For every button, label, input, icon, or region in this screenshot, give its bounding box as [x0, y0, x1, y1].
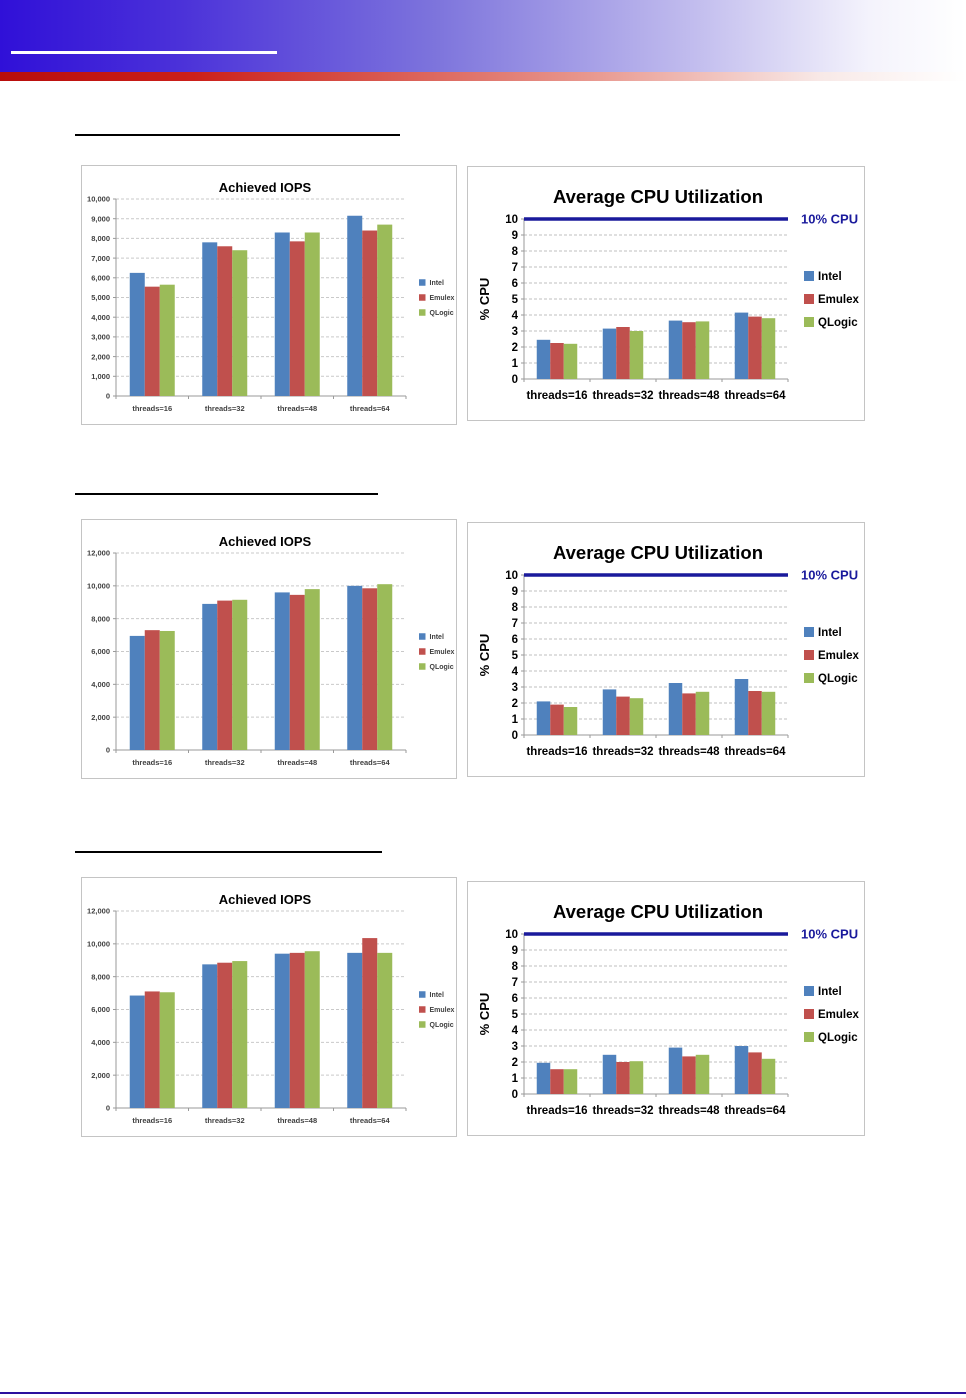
- svg-text:6: 6: [511, 278, 518, 291]
- svg-text:5: 5: [511, 294, 518, 307]
- svg-text:10% CPU: 10% CPU: [801, 926, 859, 942]
- svg-text:2: 2: [511, 342, 518, 355]
- svg-text:4: 4: [511, 666, 518, 679]
- svg-text:6,000: 6,000: [91, 647, 110, 657]
- svg-text:threads=16: threads=16: [132, 404, 173, 413]
- svg-text:threads=32: threads=32: [592, 1105, 654, 1117]
- svg-text:4,000: 4,000: [91, 680, 110, 690]
- svg-text:threads=48: threads=48: [658, 390, 720, 402]
- svg-text:Average CPU Utilization: Average CPU Utilization: [552, 901, 764, 922]
- svg-text:threads=64: threads=64: [349, 404, 390, 413]
- svg-text:Intel: Intel: [818, 271, 842, 284]
- svg-text:% CPU: % CPU: [477, 633, 492, 677]
- svg-text:10,000: 10,000: [87, 939, 110, 949]
- svg-text:Intel: Intel: [429, 992, 444, 1000]
- svg-text:5: 5: [511, 650, 518, 663]
- svg-text:QLogic: QLogic: [818, 317, 858, 330]
- svg-text:10,000: 10,000: [87, 194, 110, 204]
- svg-text:12,000: 12,000: [87, 548, 110, 558]
- svg-text:10,000: 10,000: [87, 581, 110, 591]
- svg-text:% CPU: % CPU: [477, 992, 492, 1036]
- svg-text:threads=16: threads=16: [526, 390, 588, 402]
- svg-text:Emulex: Emulex: [429, 1007, 455, 1015]
- svg-text:threads=32: threads=32: [204, 404, 245, 413]
- svg-text:Emulex: Emulex: [429, 649, 455, 657]
- header-red-stripe: [0, 72, 966, 81]
- svg-text:10: 10: [505, 214, 518, 227]
- svg-text:0: 0: [105, 1103, 110, 1113]
- section-heading-underline-2: [75, 493, 378, 495]
- svg-text:threads=32: threads=32: [592, 746, 654, 758]
- svg-text:10% CPU: 10% CPU: [801, 567, 859, 583]
- chart-test3-achieved-iops: [81, 877, 457, 1137]
- svg-text:Achieved IOPS: Achieved IOPS: [218, 892, 312, 907]
- chart-test2-achieved-iops: [81, 519, 457, 779]
- svg-text:1: 1: [511, 714, 518, 727]
- svg-text:Emulex: Emulex: [818, 650, 859, 663]
- svg-text:8,000: 8,000: [91, 614, 110, 624]
- svg-text:4: 4: [511, 1025, 518, 1038]
- svg-text:8: 8: [511, 246, 518, 259]
- svg-text:6: 6: [511, 634, 518, 647]
- svg-text:3: 3: [511, 1041, 518, 1054]
- svg-text:0: 0: [105, 391, 110, 401]
- svg-text:Emulex: Emulex: [818, 1009, 859, 1022]
- svg-text:10: 10: [505, 570, 518, 583]
- svg-text:1: 1: [511, 1073, 518, 1086]
- svg-text:QLogic: QLogic: [429, 310, 454, 318]
- svg-text:Achieved IOPS: Achieved IOPS: [218, 534, 312, 549]
- svg-text:9: 9: [511, 945, 518, 958]
- chart-test3-cpu-utilization: [467, 881, 865, 1136]
- svg-text:Average CPU Utilization: Average CPU Utilization: [552, 186, 764, 207]
- svg-text:threads=32: threads=32: [204, 758, 245, 767]
- svg-text:6,000: 6,000: [91, 273, 110, 283]
- svg-text:0: 0: [511, 730, 518, 743]
- svg-text:8,000: 8,000: [91, 234, 110, 244]
- svg-text:0: 0: [105, 745, 110, 755]
- svg-text:5,000: 5,000: [91, 293, 110, 303]
- svg-text:threads=48: threads=48: [658, 746, 720, 758]
- svg-text:threads=48: threads=48: [277, 758, 318, 767]
- svg-text:threads=48: threads=48: [277, 1116, 318, 1125]
- svg-text:Emulex: Emulex: [429, 295, 455, 303]
- svg-text:4: 4: [511, 310, 518, 323]
- header-banner: [0, 0, 966, 72]
- svg-text:threads=64: threads=64: [724, 746, 786, 758]
- svg-text:% CPU: % CPU: [477, 277, 492, 321]
- svg-text:0: 0: [511, 1089, 518, 1102]
- svg-text:5: 5: [511, 1009, 518, 1022]
- header-title-underline: [11, 51, 277, 54]
- svg-text:threads=16: threads=16: [526, 746, 588, 758]
- svg-text:9: 9: [511, 230, 518, 243]
- svg-text:Intel: Intel: [429, 634, 444, 642]
- svg-text:2,000: 2,000: [91, 1070, 110, 1080]
- svg-text:1: 1: [511, 358, 518, 371]
- svg-text:12,000: 12,000: [87, 906, 110, 916]
- chart-test1-achieved-iops: [81, 165, 457, 425]
- svg-text:Intel: Intel: [429, 280, 444, 288]
- svg-text:3: 3: [511, 326, 518, 339]
- svg-text:threads=16: threads=16: [132, 758, 173, 767]
- svg-text:Intel: Intel: [818, 627, 842, 640]
- svg-text:2: 2: [511, 1057, 518, 1070]
- svg-text:10% CPU: 10% CPU: [801, 211, 859, 227]
- svg-text:6,000: 6,000: [91, 1005, 110, 1015]
- svg-text:threads=16: threads=16: [132, 1116, 173, 1125]
- svg-text:8,000: 8,000: [91, 972, 110, 982]
- svg-text:7: 7: [511, 262, 518, 275]
- svg-text:threads=32: threads=32: [592, 390, 654, 402]
- svg-text:10: 10: [505, 929, 518, 942]
- svg-text:8: 8: [511, 961, 518, 974]
- svg-text:threads=16: threads=16: [526, 1105, 588, 1117]
- svg-text:4,000: 4,000: [91, 1038, 110, 1048]
- svg-text:Emulex: Emulex: [818, 294, 859, 307]
- svg-text:QLogic: QLogic: [429, 664, 454, 672]
- svg-text:7: 7: [511, 977, 518, 990]
- svg-text:2,000: 2,000: [91, 352, 110, 362]
- svg-text:3,000: 3,000: [91, 332, 110, 342]
- svg-text:9: 9: [511, 586, 518, 599]
- chart-test1-cpu-utilization: [467, 166, 865, 421]
- svg-text:3: 3: [511, 682, 518, 695]
- svg-text:7: 7: [511, 618, 518, 631]
- svg-text:threads=48: threads=48: [277, 404, 318, 413]
- svg-text:8: 8: [511, 602, 518, 615]
- svg-text:threads=64: threads=64: [724, 390, 786, 402]
- svg-text:threads=32: threads=32: [204, 1116, 245, 1125]
- svg-text:threads=64: threads=64: [724, 1105, 786, 1117]
- svg-text:threads=48: threads=48: [658, 1105, 720, 1117]
- svg-text:2: 2: [511, 698, 518, 711]
- svg-text:7,000: 7,000: [91, 253, 110, 263]
- svg-text:Achieved IOPS: Achieved IOPS: [218, 180, 312, 195]
- svg-text:Intel: Intel: [818, 986, 842, 999]
- section-heading-underline-3: [75, 851, 382, 853]
- svg-text:4,000: 4,000: [91, 312, 110, 322]
- svg-text:1,000: 1,000: [91, 372, 110, 381]
- svg-text:0: 0: [511, 374, 518, 387]
- svg-text:9,000: 9,000: [91, 214, 110, 224]
- page-bottom-rule: [0, 1392, 966, 1394]
- svg-text:threads=64: threads=64: [349, 758, 390, 767]
- svg-text:2,000: 2,000: [91, 712, 110, 722]
- svg-text:threads=64: threads=64: [349, 1116, 390, 1125]
- section-heading-underline-1: [75, 134, 400, 136]
- svg-text:Average CPU Utilization: Average CPU Utilization: [552, 542, 764, 563]
- svg-text:QLogic: QLogic: [429, 1022, 454, 1030]
- svg-text:QLogic: QLogic: [818, 673, 858, 686]
- svg-text:6: 6: [511, 993, 518, 1006]
- chart-test2-cpu-utilization: [467, 522, 865, 777]
- svg-text:QLogic: QLogic: [818, 1032, 858, 1045]
